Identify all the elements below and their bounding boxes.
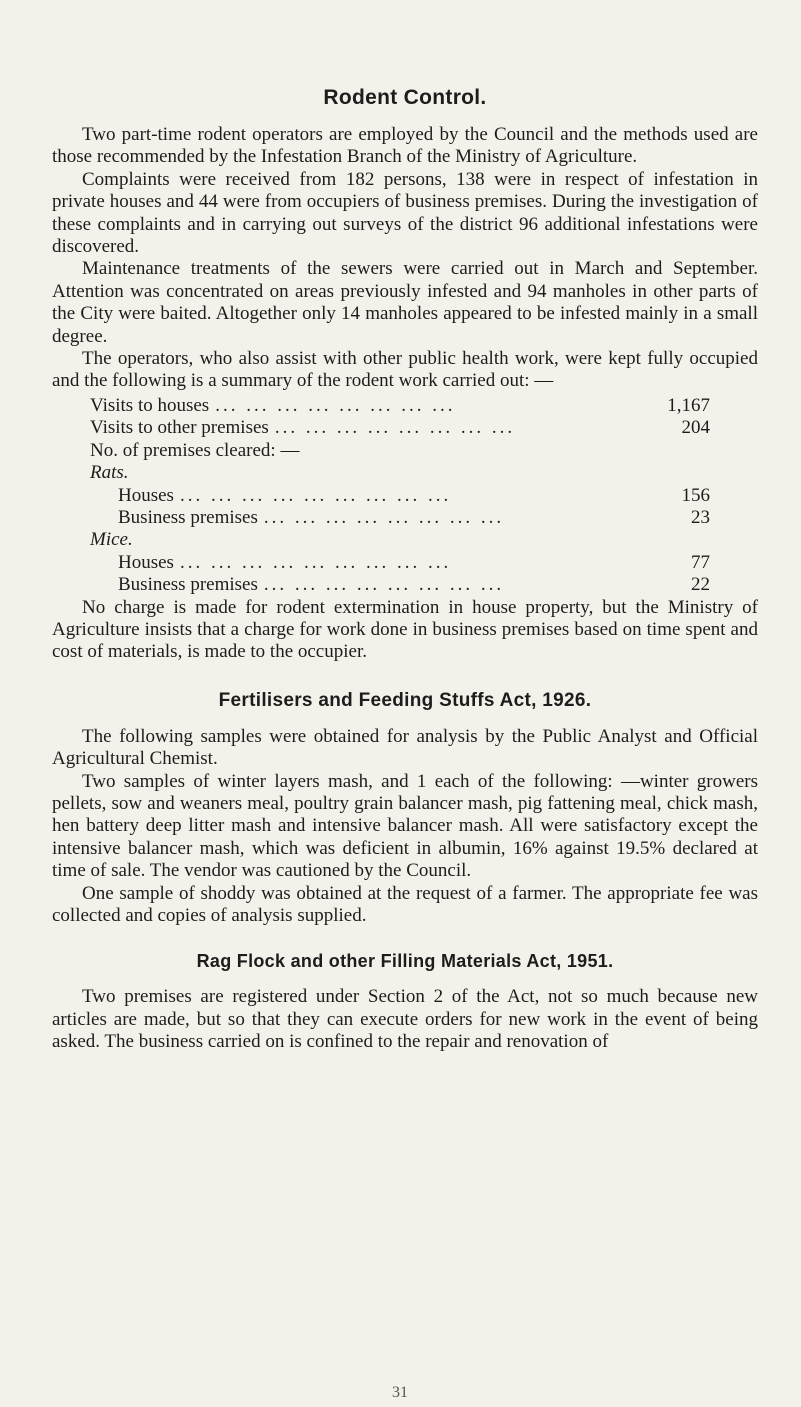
paragraph: The operators, who also assist with other public health work, were kept fully occupied and the following is a summary of the rodent work carried out: —: [52, 348, 758, 392]
paragraph: Maintenance treatments of the sewers were carried out in March and September. Attention was concentrated on areas previously infested and 94 manholes in other parts of the City were baited. Altogether only 14 manholes appeared to be infested mainly in a small degree.: [52, 258, 758, 347]
summary-label: Visits to other premises: [90, 417, 269, 439]
document-page: [52, 86, 758, 1054]
summary-row: Houses ... ... ... ... ... ... ... ... ... 77: [118, 551, 710, 573]
paragraph: One sample of shoddy was obtained at the request of a farmer. The appropriate fee was collected and copies of analysis supplied.: [52, 882, 758, 926]
summary-label: Business premises: [118, 574, 258, 596]
summary-row: Visits to other premises ... ... ... ... ... ... ... ... 204: [90, 417, 710, 439]
summary-value: 204: [681, 417, 710, 439]
summary-label: No. of premises cleared: —: [90, 439, 300, 461]
summary-row: Business premises ... ... ... ... ... ... ... ... 23: [118, 506, 710, 528]
paragraph: Two samples of winter layers mash, and 1 each of the following: —winter growers pellets, sow and weaners meal, poultry grain balancer mash, pig fattening meal, chick mash, hen battery deep litter mash and intensive balancer mash. All were satisfactory except the intensive balancer mash, which was deficient in albumin, 16% against 19.5% declared at time of sale. The vendor was cautioned by the Council.: [52, 770, 758, 882]
mice-label: Mice.: [90, 529, 133, 551]
rodent-work-summary: [90, 395, 710, 597]
rag-flock-act-heading: Rag Flock and other Filling Materials Act, 1951.: [196, 951, 614, 972]
fertilisers-act-heading: Fertilisers and Feeding Stuffs Act, 1926.: [218, 689, 592, 711]
rodent-control-heading: Rodent Control.: [323, 86, 487, 109]
summary-value: 1,167: [667, 394, 710, 416]
paragraph: Two premises are registered under Section 2 of the Act, not so much because new articles are made, but so that they can execute orders for new work in the event of being asked. The business carried on is confined to the repair and renovation of: [52, 986, 758, 1053]
paragraph: Complaints were received from 182 persons, 138 were in respect of infestation in private houses and 44 were from occupiers of business premises. During the investigation of these complaints and in carrying out surveys of the district 96 additional infestations were discovered.: [52, 168, 758, 258]
summary-row: [90, 440, 710, 462]
summary-value: 22: [691, 574, 710, 596]
summary-label: Houses: [118, 551, 174, 573]
summary-row: Business premises ... ... ... ... ... ... ... ... 22: [118, 574, 710, 596]
page-number: 31: [392, 1384, 408, 1401]
summary-row: Visits to houses ... ... ... ... ... ... ... ... 1,167: [90, 394, 710, 416]
summary-label: Business premises: [118, 506, 258, 528]
summary-subheading: [90, 529, 710, 551]
summary-subheading: [90, 462, 710, 484]
summary-label: Visits to houses: [90, 394, 210, 416]
paragraph: No charge is made for rodent extermination in house property, but the Ministry of Agriculture insists that a charge for work done in business premises based on time spent and cost of materials, is made to the occupier.: [52, 596, 758, 663]
summary-value: 156: [681, 484, 710, 506]
paragraph: The following samples were obtained for analysis by the Public Analyst and Official Agricultural Chemist.: [52, 725, 758, 770]
summary-value: 23: [691, 506, 710, 528]
paragraph: Two part-time rodent operators are employed by the Council and the methods used are those recommended by the Infestation Branch of the Ministry of Agriculture.: [52, 124, 758, 168]
summary-row: Houses ... ... ... ... ... ... ... ... ... 156: [118, 484, 710, 506]
rats-label: Rats.: [90, 462, 129, 484]
summary-label: Houses: [118, 484, 174, 506]
summary-value: 77: [691, 551, 710, 573]
